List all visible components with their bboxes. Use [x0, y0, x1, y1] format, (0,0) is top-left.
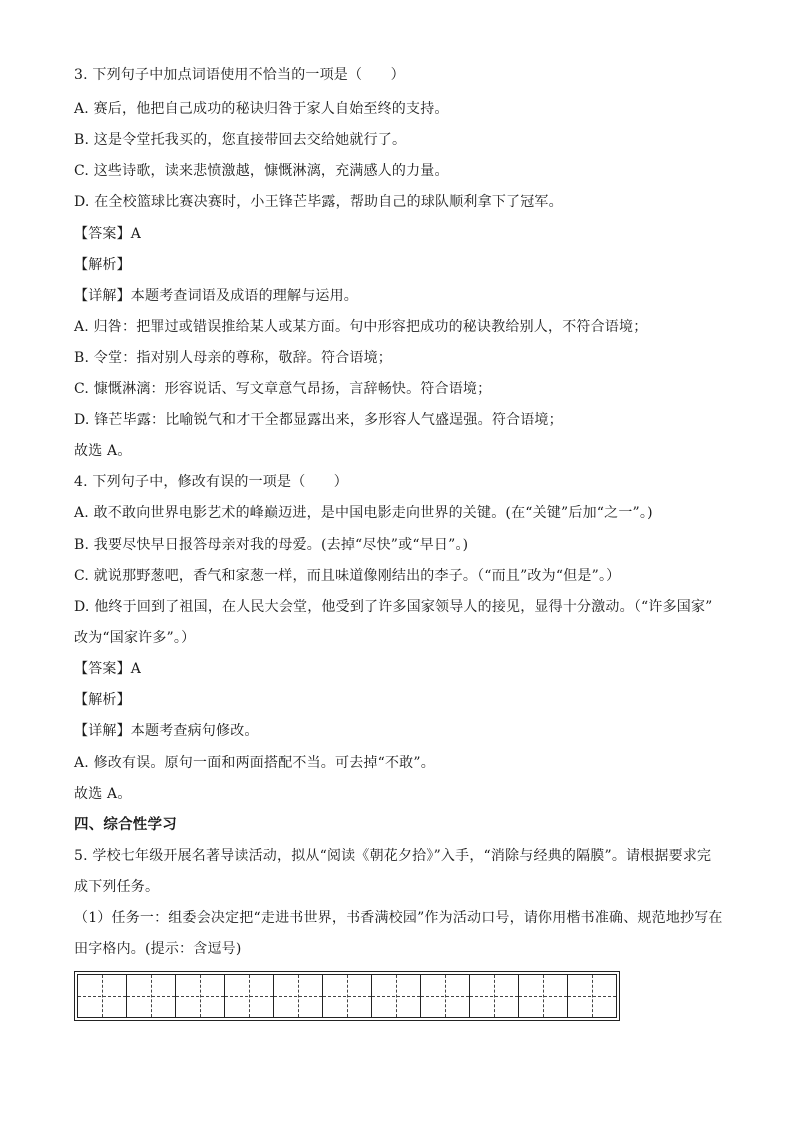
tianzige-cell [274, 975, 323, 1017]
q5-text-line2: 成下列任务。 [74, 879, 160, 895]
q3-detail: 【详解】本题考查词语及成语的理解与运用。 [74, 288, 358, 304]
q3-option-d: D. 在全校篮球比赛决赛时，小王锋芒毕露，帮助自己的球队顺利拿下了冠军。 [74, 194, 563, 210]
tianzige-cell [470, 975, 519, 1017]
tianzige-grid [74, 971, 620, 1021]
tianzige-cell [421, 975, 470, 1017]
q4-option-c: C. 就说那野葱吧，香气和家葱一样，而且味道像刚结出的李子。（“而且”改为“但是”。） [74, 568, 621, 584]
q4-option-a: A. 敢不敢向世界电影艺术的峰巅迈进，是中国电影走向世界的关键。(在“关键”后加“之一”。) [74, 505, 653, 521]
q3-option-c: C. 这些诗歌，读来悲愤激越，慷慨淋漓，充满感人的力量。 [74, 163, 449, 179]
task1-text-line1: （1）任务一：组委会决定把“走进书世界，书香满校园”作为活动口号，请你用楷书准确、规范地抄写在 [74, 910, 723, 926]
q5-text-line1: 5. 学校七年级开展名著导读活动，拟从“阅读《朝花夕拾》”入手，“消除与经典的隔膜”。请根据要求完 [74, 848, 712, 864]
tianzige-cell [323, 975, 372, 1017]
tianzige-cells [77, 974, 617, 1018]
q4-analysis-label: 【解析】 [74, 692, 131, 708]
q4-detail: 【详解】本题考查病句修改。 [74, 723, 259, 739]
tianzige-cell [176, 975, 225, 1017]
q4-answer: 【答案】A [74, 661, 142, 677]
q3-explain-a: A. 归咎：把罪过或错误推给某人或某方面。句中形容把成功的秘诀教给别人，不符合语境； [74, 319, 648, 335]
tianzige-cell [225, 975, 274, 1017]
tianzige-cell [78, 975, 127, 1017]
q4-stem: 4. 下列句子中，修改有误的一项是（ ） [74, 474, 349, 490]
q3-explain-b: B. 令堂：指对别人母亲的尊称，敬辞。符合语境； [74, 350, 392, 366]
section-title: 四、综合性学习 [74, 816, 177, 833]
q3-explain-d: D. 锋芒毕露：比喻锐气和才干全都显露出来，多形容人气盛逞强。符合语境； [74, 412, 563, 428]
q4-conclusion: 故选 A。 [74, 786, 132, 802]
q4-option-d: D. 他终于回到了祖国，在人民大会堂，他受到了许多国家领导人的接见，显得十分激动。（“许多国家” [74, 599, 713, 615]
task1-text-line2: 田字格内。(提示：含逗号) [74, 941, 242, 957]
q4-option-b: B. 我要尽快早日报答母亲对我的母爱。(去掉“尽快”或“早日”。) [74, 537, 469, 553]
tianzige-cell [519, 975, 568, 1017]
q3-answer: 【答案】A [74, 226, 142, 242]
q3-explain-c: C. 慷慨淋漓：形容说话、写文章意气昂扬，言辞畅快。符合语境； [74, 381, 492, 397]
q4-option-d-cont: 改为“国家许多”。） [74, 630, 196, 646]
q3-option-a: A. 赛后，他把自己成功的秘诀归咎于家人自始至终的支持。 [74, 101, 449, 117]
tianzige-cell [127, 975, 176, 1017]
tianzige-cell [568, 975, 616, 1017]
q3-conclusion: 故选 A。 [74, 443, 132, 459]
q3-stem: 3. 下列句子中加点词语使用不恰当的一项是（ ） [74, 67, 405, 83]
q3-analysis-label: 【解析】 [74, 257, 131, 273]
q4-explain: A. 修改有误。原句一面和两面搭配不当。可去掉“不敢”。 [74, 755, 435, 771]
q3-option-b: B. 这是令堂托我买的，您直接带回去交给她就行了。 [74, 132, 407, 148]
tianzige-cell [372, 975, 421, 1017]
